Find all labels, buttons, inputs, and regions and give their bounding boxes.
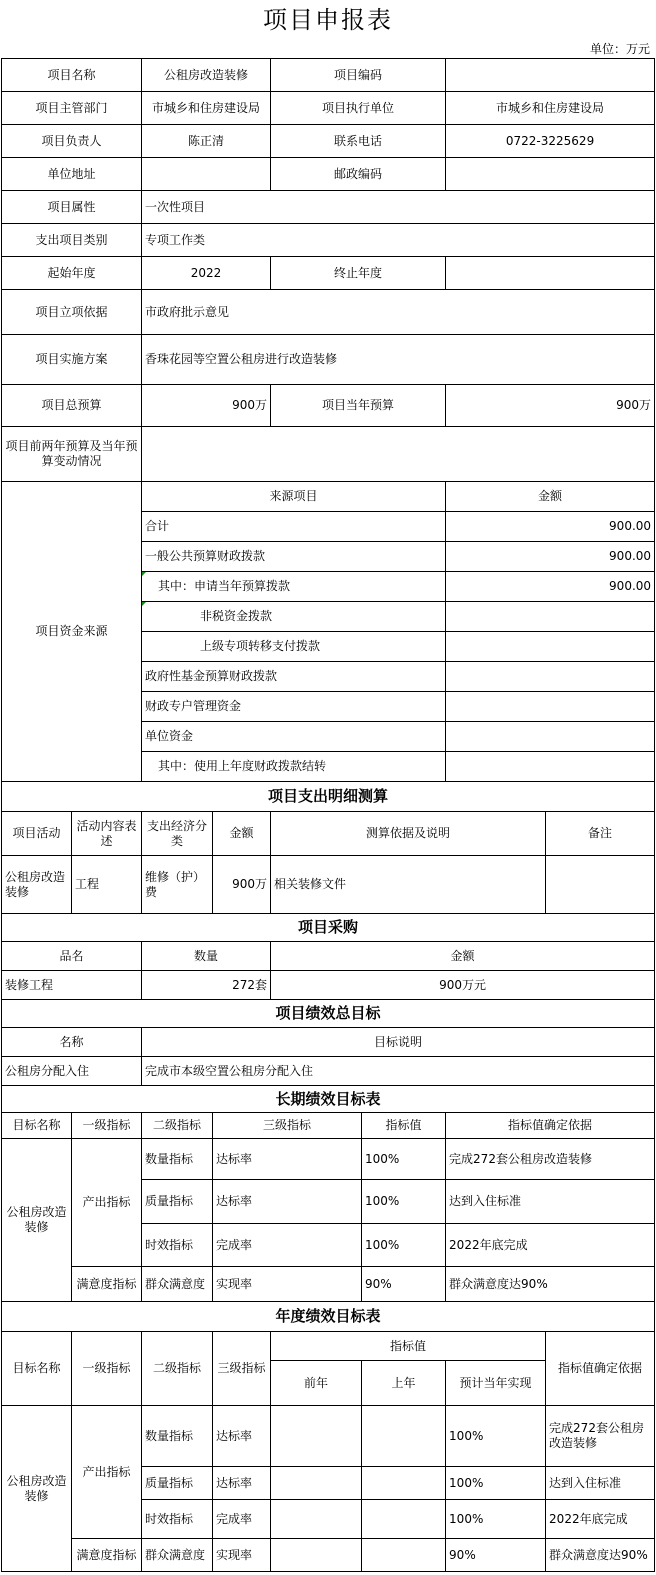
an-l3: 达标率 bbox=[213, 1406, 271, 1467]
funding-row-amount bbox=[446, 722, 655, 752]
expense-h-note: 备注 bbox=[546, 812, 655, 856]
project-code bbox=[446, 59, 655, 92]
an-satisfaction-l1: 满意度指标 bbox=[72, 1539, 142, 1572]
funding-row-amount bbox=[446, 632, 655, 662]
project-cat: 专项工作类 bbox=[142, 224, 655, 257]
project-exec: 市城乡和住房建设局 bbox=[446, 92, 655, 125]
an-h-l2: 二级指标 bbox=[142, 1332, 213, 1406]
exec-label: 项目执行单位 bbox=[271, 92, 446, 125]
expense-note bbox=[546, 856, 655, 914]
lt-l2: 数量指标 bbox=[142, 1139, 213, 1180]
project-end bbox=[446, 257, 655, 290]
funding-row-name: 财政专户管理资金 bbox=[142, 692, 446, 722]
an-prev1 bbox=[362, 1467, 446, 1500]
an-output: 产出指标 bbox=[72, 1406, 142, 1539]
an-l2: 时效指标 bbox=[142, 1500, 213, 1539]
project-lead: 陈正清 bbox=[142, 125, 271, 158]
project-total: 900万 bbox=[142, 385, 271, 427]
an-satisfaction-cur: 90% bbox=[446, 1539, 546, 1572]
purchase-section-title: 项目采购 bbox=[2, 914, 655, 942]
funding-row-amount bbox=[446, 752, 655, 782]
annual-section-title: 年度绩效目标表 bbox=[2, 1302, 655, 1332]
lt-value: 100% bbox=[362, 1224, 446, 1267]
an-l3: 完成率 bbox=[213, 1500, 271, 1539]
project-prev bbox=[142, 427, 655, 482]
an-h-basis: 指标值确定依据 bbox=[546, 1332, 655, 1406]
funding-row-name: 政府性基金预算财政拨款 bbox=[142, 662, 446, 692]
lt-basis: 完成272套公租房改造装修 bbox=[446, 1139, 655, 1180]
lt-l3: 完成率 bbox=[213, 1224, 362, 1267]
an-cur: 100% bbox=[446, 1500, 546, 1539]
lt-h-value: 指标值 bbox=[362, 1113, 446, 1139]
project-phone: 0722-3225629 bbox=[446, 125, 655, 158]
lt-output: 产出指标 bbox=[72, 1139, 142, 1267]
purchase-h-item: 品名 bbox=[2, 942, 142, 971]
purchase-h-amount: 金额 bbox=[271, 942, 655, 971]
an-h-l1: 一级指标 bbox=[72, 1332, 142, 1406]
expense-activity: 公租房改造装修 bbox=[2, 856, 72, 914]
lead-label: 项目负责人 bbox=[2, 125, 142, 158]
lt-target: 公租房改造装修 bbox=[2, 1139, 72, 1302]
an-l3: 达标率 bbox=[213, 1467, 271, 1500]
an-satisfaction-prev2 bbox=[271, 1539, 362, 1572]
funding-col-amount: 金额 bbox=[446, 482, 655, 512]
funding-row-amount: 900.00 bbox=[446, 512, 655, 542]
project-year: 900万 bbox=[446, 385, 655, 427]
an-basis: 完成272套公租房改造装修 bbox=[546, 1406, 655, 1467]
purchase-qty: 272套 bbox=[142, 971, 271, 1000]
start-label: 起始年度 bbox=[2, 257, 142, 290]
project-plan: 香珠花园等空置公租房进行改造装修 bbox=[142, 335, 655, 385]
an-satisfaction-l3: 实现率 bbox=[213, 1539, 271, 1572]
an-prev2 bbox=[271, 1406, 362, 1467]
expense-h-econ: 支出经济分类 bbox=[142, 812, 213, 856]
funding-label: 项目资金来源 bbox=[2, 482, 142, 782]
expense-amount: 900万 bbox=[213, 856, 271, 914]
an-l2: 质量指标 bbox=[142, 1467, 213, 1500]
basis-label: 项目立项依据 bbox=[2, 290, 142, 335]
project-addr bbox=[142, 158, 271, 191]
expense-econ: 维修（护）费 bbox=[142, 856, 213, 914]
an-cur: 100% bbox=[446, 1406, 546, 1467]
an-h-cur: 预计当年实现 bbox=[446, 1361, 546, 1406]
lt-basis: 达到入住标准 bbox=[446, 1180, 655, 1224]
project-start: 2022 bbox=[142, 257, 271, 290]
lt-satisfaction-l2: 群众满意度 bbox=[142, 1267, 213, 1302]
purchase-amount: 900万元 bbox=[271, 971, 655, 1000]
an-prev1 bbox=[362, 1406, 446, 1467]
an-prev2 bbox=[271, 1500, 362, 1539]
funding-row-amount bbox=[446, 692, 655, 722]
expense-content: 工程 bbox=[72, 856, 142, 914]
funding-row-name: 合计 bbox=[142, 512, 446, 542]
lt-h-l3: 三级指标 bbox=[213, 1113, 362, 1139]
lt-l3: 达标率 bbox=[213, 1139, 362, 1180]
lt-satisfaction-value: 90% bbox=[362, 1267, 446, 1302]
phone-label: 联系电话 bbox=[271, 125, 446, 158]
total-label: 项目总预算 bbox=[2, 385, 142, 427]
year-label: 项目当年预算 bbox=[271, 385, 446, 427]
end-label: 终止年度 bbox=[271, 257, 446, 290]
lt-basis: 2022年底完成 bbox=[446, 1224, 655, 1267]
name-label: 项目名称 bbox=[2, 59, 142, 92]
project-attr: 一次性项目 bbox=[142, 191, 655, 224]
an-target: 公租房改造装修 bbox=[2, 1406, 72, 1572]
funding-row-name: 单位资金 bbox=[142, 722, 446, 752]
an-h-prev1: 上年 bbox=[362, 1361, 446, 1406]
zip-label: 邮政编码 bbox=[271, 158, 446, 191]
an-satisfaction-l2: 群众满意度 bbox=[142, 1539, 213, 1572]
funding-row-amount bbox=[446, 602, 655, 632]
goal-desc: 完成市本级空置公租房分配入住 bbox=[142, 1057, 655, 1086]
goal-h-name: 名称 bbox=[2, 1028, 142, 1057]
purchase-item: 装修工程 bbox=[2, 971, 142, 1000]
expense-h-amount: 金额 bbox=[213, 812, 271, 856]
lt-value: 100% bbox=[362, 1139, 446, 1180]
lt-h-basis: 指标值确定依据 bbox=[446, 1113, 655, 1139]
lt-value: 100% bbox=[362, 1180, 446, 1224]
lt-satisfaction-basis: 群众满意度达90% bbox=[446, 1267, 655, 1302]
funding-row-name: 上级专项转移支付拨款 bbox=[142, 632, 446, 662]
funding-row-amount: 900.00 bbox=[446, 542, 655, 572]
goal-name: 公租房分配入住 bbox=[2, 1057, 142, 1086]
expense-h-content: 活动内容表述 bbox=[72, 812, 142, 856]
prev-label: 项目前两年预算及当年预算变动情况 bbox=[2, 427, 142, 482]
code-label: 项目编码 bbox=[271, 59, 446, 92]
plan-label: 项目实施方案 bbox=[2, 335, 142, 385]
attr-label: 项目属性 bbox=[2, 191, 142, 224]
an-satisfaction-basis: 群众满意度达90% bbox=[546, 1539, 655, 1572]
cat-label: 支出项目类别 bbox=[2, 224, 142, 257]
lt-h-l2: 二级指标 bbox=[142, 1113, 213, 1139]
an-h-value: 指标值 bbox=[271, 1332, 546, 1361]
expense-h-basis: 测算依据及说明 bbox=[271, 812, 546, 856]
goal-h-desc: 目标说明 bbox=[142, 1028, 655, 1057]
lt-satisfaction-l1: 满意度指标 bbox=[72, 1267, 142, 1302]
addr-label: 单位地址 bbox=[2, 158, 142, 191]
project-zip bbox=[446, 158, 655, 191]
funding-row-name: 其中：使用上年度财政拨款结转 bbox=[142, 752, 446, 782]
funding-row-name: 非税资金拨款 bbox=[142, 602, 446, 632]
project-form-table bbox=[1, 58, 655, 1572]
an-h-l3: 三级指标 bbox=[213, 1332, 271, 1406]
longterm-section-title: 长期绩效目标表 bbox=[2, 1086, 655, 1113]
lt-l2: 质量指标 bbox=[142, 1180, 213, 1224]
expense-h-activity: 项目活动 bbox=[2, 812, 72, 856]
an-satisfaction-prev1 bbox=[362, 1539, 446, 1572]
lt-h-target: 目标名称 bbox=[2, 1113, 72, 1139]
lt-l2: 时效指标 bbox=[142, 1224, 213, 1267]
project-dept: 市城乡和住房建设局 bbox=[142, 92, 271, 125]
unit-label: 单位：万元 bbox=[589, 42, 650, 56]
expense-section-title: 项目支出明细测算 bbox=[2, 782, 655, 812]
funding-col-source: 来源项目 bbox=[142, 482, 446, 512]
page-title: 项目申报表 bbox=[263, 6, 393, 34]
an-l2: 数量指标 bbox=[142, 1406, 213, 1467]
expense-basis: 相关装修文件 bbox=[271, 856, 546, 914]
an-prev2 bbox=[271, 1467, 362, 1500]
an-cur: 100% bbox=[446, 1467, 546, 1500]
an-prev1 bbox=[362, 1500, 446, 1539]
funding-row-amount bbox=[446, 662, 655, 692]
lt-l3: 达标率 bbox=[213, 1180, 362, 1224]
an-basis: 2022年底完成 bbox=[546, 1500, 655, 1539]
purchase-h-qty: 数量 bbox=[142, 942, 271, 971]
lt-satisfaction-l3: 实现率 bbox=[213, 1267, 362, 1302]
an-h-prev2: 前年 bbox=[271, 1361, 362, 1406]
project-name: 公租房改造装修 bbox=[142, 59, 271, 92]
dept-label: 项目主管部门 bbox=[2, 92, 142, 125]
funding-row-name: 其中：申请当年预算拨款 bbox=[142, 572, 446, 602]
funding-row-name: 一般公共预算财政拨款 bbox=[142, 542, 446, 572]
lt-h-l1: 一级指标 bbox=[72, 1113, 142, 1139]
an-basis: 达到入住标准 bbox=[546, 1467, 655, 1500]
goal-section-title: 项目绩效总目标 bbox=[2, 1000, 655, 1028]
funding-row-amount: 900.00 bbox=[446, 572, 655, 602]
project-basis: 市政府批示意见 bbox=[142, 290, 655, 335]
an-h-target: 目标名称 bbox=[2, 1332, 72, 1406]
